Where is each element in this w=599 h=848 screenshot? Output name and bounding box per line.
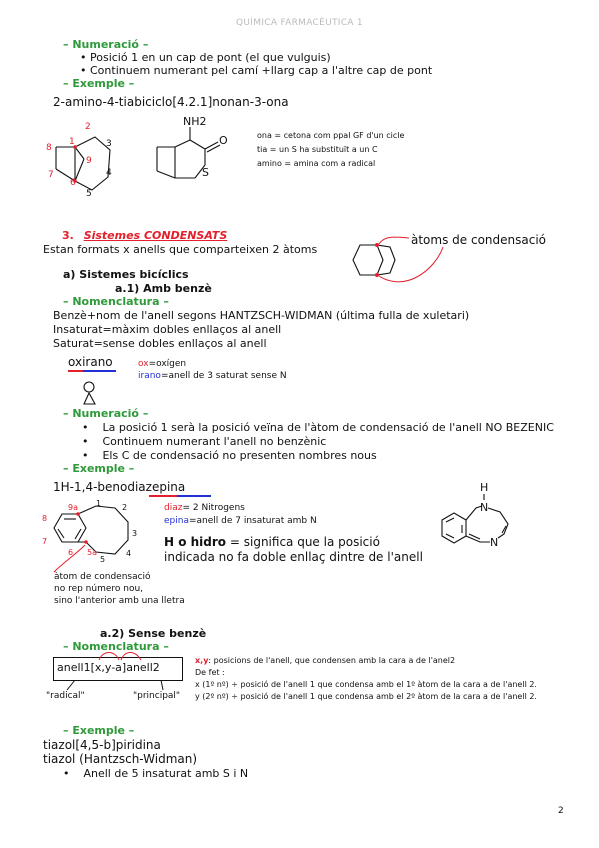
- n-label: N: [490, 536, 499, 549]
- ring-number: 3: [106, 139, 112, 149]
- benzodiazepine-numbered: [40, 500, 160, 575]
- formula-text: anell1[x,y-a]anell2: [57, 661, 160, 674]
- subsection-title: a) Sistemes bicíclics: [63, 268, 189, 281]
- exemple-heading: – Exemple –: [63, 724, 135, 737]
- x-explanation: x (1º nº) ÷ posició de l'anell 1 que condensa amb el 1º àtom de la cara a de l'anell 2.: [195, 680, 537, 689]
- y-explanation: y (2º nº) ÷ posició de l'anell 1 que condensa amb el 2º àtom de la cara a de l'anell 2.: [195, 692, 537, 701]
- oxirano-word: oxirano: [68, 355, 113, 369]
- svg-text:6: 6: [68, 548, 74, 557]
- epina-note: epina=anell de 7 insaturat amb N: [164, 516, 317, 526]
- note-line: amino = amina com a radical: [257, 159, 376, 168]
- thiabicyclo-structure: [145, 113, 245, 203]
- svg-text:5a: 5a: [87, 548, 97, 557]
- section-title: 3. Sistemes CONDENSATS: [62, 229, 228, 242]
- h-label: H: [480, 481, 489, 494]
- ring-number: 4: [106, 168, 112, 178]
- ox-underline: [68, 370, 83, 372]
- note-line: tia = un S ha substituït a un C: [257, 145, 378, 154]
- condensation-note: no rep número nou,: [54, 584, 144, 594]
- atoms-label: àtoms de condensació: [411, 233, 546, 247]
- nomenclature-line: Saturat=sense dobles enllaços al anell: [53, 337, 267, 350]
- subsection-title: a.2) Sense benzè: [100, 627, 207, 640]
- sulfur-label: S: [202, 166, 209, 179]
- svg-text:1: 1: [96, 500, 102, 508]
- diaz-underline: [149, 495, 177, 497]
- ring-number: 5: [86, 189, 92, 199]
- note-line: ona = cetona com ppal GF d'un cicle: [257, 131, 405, 140]
- nh2-label: NH2: [183, 115, 207, 128]
- radical-label: "radical": [46, 691, 85, 701]
- section-intro: Estan formats x anells que comparteixen 2 àtoms: [43, 243, 318, 256]
- page-number: 2: [558, 806, 564, 816]
- epina-underline: [177, 495, 211, 497]
- irano-underline: [83, 370, 116, 372]
- oxygen-label: O: [219, 134, 228, 147]
- ring-number: 8: [46, 143, 52, 153]
- example-name: 2-amino-4-tiabiciclo[4.2.1]nonan-3-ona: [53, 95, 289, 109]
- nomenclatura-heading: – Nomenclatura –: [63, 640, 169, 653]
- exemple-heading: – Exemple –: [63, 77, 135, 90]
- ring-number: 1: [69, 137, 75, 147]
- svg-text:9a: 9a: [68, 503, 78, 512]
- condensation-note: sino l'anterior amb una lletra: [54, 596, 185, 606]
- example-line: tiazol (Hantzsch-Widman): [43, 752, 198, 766]
- n-label: N: [480, 501, 489, 514]
- example-line: tiazol[4,5-b]piridina: [43, 738, 161, 752]
- h-hidro-note: H o hidro = significa que la posició: [164, 535, 380, 549]
- bullet-item: • La posició 1 serà la posició veïna de l'àtom de condensació de l'anell NO BEZENIC: [82, 421, 554, 434]
- nomenclatura-heading: – Nomenclatura –: [63, 295, 169, 308]
- ox-note: ox=oxígen: [138, 359, 187, 369]
- ring-number: 7: [48, 170, 54, 180]
- bullet-item: • Continuem numerant pel camí +llarg cap a l'altre cap de pont: [80, 64, 433, 77]
- exemple-heading: – Exemple –: [63, 462, 135, 475]
- nomenclature-line: Benzè+nom de l'anell segons HANTZSCH-WIDMAN (última fulla de xuletari): [53, 309, 470, 322]
- nomenclature-line: Insaturat=màxim dobles enllaços al anell: [53, 323, 282, 336]
- page-header: QUÍMICA FARMACÈUTICA 1: [236, 18, 363, 28]
- bullet-item: • Posició 1 en un cap de pont (el que vulguis): [80, 51, 331, 64]
- h-hidro-note-2: indicada no fa doble enllaç dintre de l'anell: [164, 550, 423, 564]
- numeracio-heading: – Numeració –: [63, 38, 149, 51]
- ring-number: 2: [85, 122, 91, 132]
- bicyclic-numbered-structure: [40, 115, 135, 200]
- svg-text:5: 5: [100, 555, 106, 564]
- svg-text:8: 8: [42, 514, 48, 523]
- diaz-note: diaz= 2 Nitrogens: [164, 503, 245, 513]
- example-name: 1H-1,4-benodiazepina: [53, 480, 186, 494]
- subsection-title: a.1) Amb benzè: [115, 282, 212, 295]
- ring-number: 9: [86, 156, 92, 166]
- fused-ring-structure: [335, 225, 585, 295]
- xy-explanation: x,y: posicions de l'anell, que condensen amb la cara a de l'anel2: [195, 656, 456, 665]
- condensation-note: àtom de condensació: [54, 572, 151, 582]
- bullet-item: • Continuem numerant l'anell no benzènic: [82, 435, 327, 448]
- irano-note: irano=anell de 3 saturat sense N: [138, 371, 287, 381]
- de-fet: De fet :: [195, 668, 225, 677]
- benzodiazepine-structure: [428, 480, 528, 565]
- svg-text:3: 3: [132, 529, 138, 538]
- principal-label: "principal": [133, 691, 181, 701]
- bullet-item: • Anell de 5 insaturat amb S i N: [63, 767, 249, 780]
- ring-number: 6: [70, 178, 76, 188]
- bullet-item: • Els C de condensació no presenten nombres nous: [82, 449, 377, 462]
- svg-text:7: 7: [42, 537, 48, 546]
- numeracio-heading: – Numeració –: [63, 407, 149, 420]
- svg-text:2: 2: [122, 503, 128, 512]
- svg-text:4: 4: [126, 549, 132, 558]
